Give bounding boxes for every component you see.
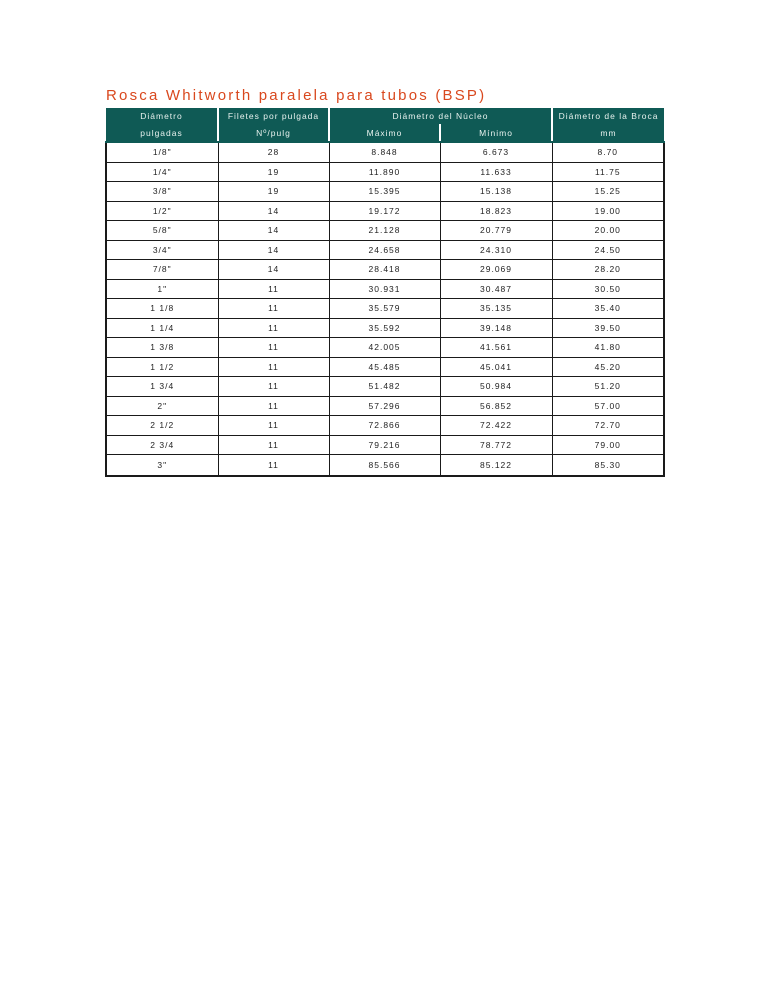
cell-minimo: 78.772 xyxy=(440,435,552,455)
cell-broca: 35.40 xyxy=(552,299,664,319)
cell-broca: 30.50 xyxy=(552,279,664,299)
cell-minimo: 30.487 xyxy=(440,279,552,299)
cell-filetes: 14 xyxy=(218,221,329,241)
header-n-pulg: Nº/pulg xyxy=(218,125,329,143)
cell-diametro: 2 1/2 xyxy=(106,416,218,436)
cell-filetes: 11 xyxy=(218,357,329,377)
cell-broca: 57.00 xyxy=(552,396,664,416)
cell-filetes: 19 xyxy=(218,162,329,182)
table-row xyxy=(106,201,664,221)
cell-diametro: 2 3/4 xyxy=(106,435,218,455)
cell-diametro: 1 1/8 xyxy=(106,299,218,319)
cell-minimo: 29.069 xyxy=(440,260,552,280)
header-pulgadas: pulgadas xyxy=(106,125,218,143)
cell-maximo: 72.866 xyxy=(329,416,440,436)
cell-minimo: 50.984 xyxy=(440,377,552,397)
cell-maximo: 35.592 xyxy=(329,318,440,338)
cell-maximo: 28.418 xyxy=(329,260,440,280)
cell-filetes: 11 xyxy=(218,377,329,397)
table-row xyxy=(106,318,664,338)
cell-broca: 15.25 xyxy=(552,182,664,202)
cell-maximo: 24.658 xyxy=(329,240,440,260)
cell-minimo: 72.422 xyxy=(440,416,552,436)
header-row-2 xyxy=(106,125,664,143)
table-row xyxy=(106,338,664,358)
cell-maximo: 57.296 xyxy=(329,396,440,416)
document-title: Rosca Whitworth paralela para tubos (BSP) xyxy=(106,87,487,104)
cell-minimo: 20.779 xyxy=(440,221,552,241)
header-maximo: Máximo xyxy=(329,125,440,143)
header-mm: mm xyxy=(552,125,664,143)
cell-diametro: 1/8" xyxy=(106,142,218,162)
cell-maximo: 42.005 xyxy=(329,338,440,358)
cell-diametro: 1 1/2 xyxy=(106,357,218,377)
cell-filetes: 11 xyxy=(218,435,329,455)
cell-filetes: 11 xyxy=(218,299,329,319)
cell-minimo: 18.823 xyxy=(440,201,552,221)
cell-filetes: 11 xyxy=(218,338,329,358)
cell-filetes: 28 xyxy=(218,142,329,162)
header-filetes: Filetes por pulgada xyxy=(218,108,329,125)
cell-minimo: 6.673 xyxy=(440,142,552,162)
cell-broca: 11.75 xyxy=(552,162,664,182)
cell-minimo: 56.852 xyxy=(440,396,552,416)
cell-broca: 8.70 xyxy=(552,142,664,162)
table-row xyxy=(106,142,664,162)
table-header xyxy=(106,108,664,142)
header-minimo: Mínimo xyxy=(440,125,552,143)
cell-maximo: 11.890 xyxy=(329,162,440,182)
cell-minimo: 11.633 xyxy=(440,162,552,182)
cell-filetes: 14 xyxy=(218,260,329,280)
cell-broca: 45.20 xyxy=(552,357,664,377)
cell-diametro: 1 3/4 xyxy=(106,377,218,397)
cell-broca: 39.50 xyxy=(552,318,664,338)
cell-diametro: 7/8" xyxy=(106,260,218,280)
table-row xyxy=(106,299,664,319)
table-row xyxy=(106,162,664,182)
cell-minimo: 41.561 xyxy=(440,338,552,358)
cell-maximo: 51.482 xyxy=(329,377,440,397)
cell-maximo: 15.395 xyxy=(329,182,440,202)
cell-diametro: 1" xyxy=(106,279,218,299)
table-row xyxy=(106,182,664,202)
table-row xyxy=(106,455,664,476)
cell-diametro: 3/4" xyxy=(106,240,218,260)
cell-maximo: 21.128 xyxy=(329,221,440,241)
cell-filetes: 11 xyxy=(218,396,329,416)
cell-filetes: 11 xyxy=(218,455,329,476)
cell-minimo: 15.138 xyxy=(440,182,552,202)
cell-broca: 19.00 xyxy=(552,201,664,221)
cell-minimo: 24.310 xyxy=(440,240,552,260)
cell-filetes: 14 xyxy=(218,201,329,221)
cell-filetes: 14 xyxy=(218,240,329,260)
cell-diametro: 5/8" xyxy=(106,221,218,241)
table-row xyxy=(106,377,664,397)
cell-broca: 51.20 xyxy=(552,377,664,397)
header-row-1 xyxy=(106,108,664,125)
table-row xyxy=(106,357,664,377)
cell-diametro: 2" xyxy=(106,396,218,416)
cell-broca: 28.20 xyxy=(552,260,664,280)
cell-broca: 24.50 xyxy=(552,240,664,260)
cell-diametro: 1/2" xyxy=(106,201,218,221)
cell-diametro: 1 1/4 xyxy=(106,318,218,338)
cell-maximo: 35.579 xyxy=(329,299,440,319)
cell-diametro: 3/8" xyxy=(106,182,218,202)
cell-filetes: 11 xyxy=(218,318,329,338)
cell-diametro: 1/4" xyxy=(106,162,218,182)
cell-broca: 85.30 xyxy=(552,455,664,476)
cell-filetes: 11 xyxy=(218,279,329,299)
cell-diametro: 1 3/8 xyxy=(106,338,218,358)
cell-maximo: 30.931 xyxy=(329,279,440,299)
table-row xyxy=(106,396,664,416)
cell-minimo: 45.041 xyxy=(440,357,552,377)
cell-filetes: 19 xyxy=(218,182,329,202)
table-body xyxy=(106,142,664,476)
table-row xyxy=(106,240,664,260)
cell-broca: 41.80 xyxy=(552,338,664,358)
cell-minimo: 39.148 xyxy=(440,318,552,338)
bsp-thread-table xyxy=(105,108,665,477)
header-diametro-nucleo: Diámetro del Núcleo xyxy=(329,108,552,125)
header-diametro: Diámetro xyxy=(106,108,218,125)
cell-maximo: 85.566 xyxy=(329,455,440,476)
table-row xyxy=(106,416,664,436)
cell-maximo: 8.848 xyxy=(329,142,440,162)
table-row xyxy=(106,435,664,455)
cell-broca: 72.70 xyxy=(552,416,664,436)
cell-minimo: 85.122 xyxy=(440,455,552,476)
header-diametro-broca: Diámetro de la Broca xyxy=(552,108,664,125)
cell-diametro: 3" xyxy=(106,455,218,476)
cell-minimo: 35.135 xyxy=(440,299,552,319)
cell-filetes: 11 xyxy=(218,416,329,436)
cell-broca: 79.00 xyxy=(552,435,664,455)
cell-maximo: 19.172 xyxy=(329,201,440,221)
table-row xyxy=(106,221,664,241)
table-row xyxy=(106,279,664,299)
cell-maximo: 79.216 xyxy=(329,435,440,455)
table-row xyxy=(106,260,664,280)
cell-broca: 20.00 xyxy=(552,221,664,241)
cell-maximo: 45.485 xyxy=(329,357,440,377)
